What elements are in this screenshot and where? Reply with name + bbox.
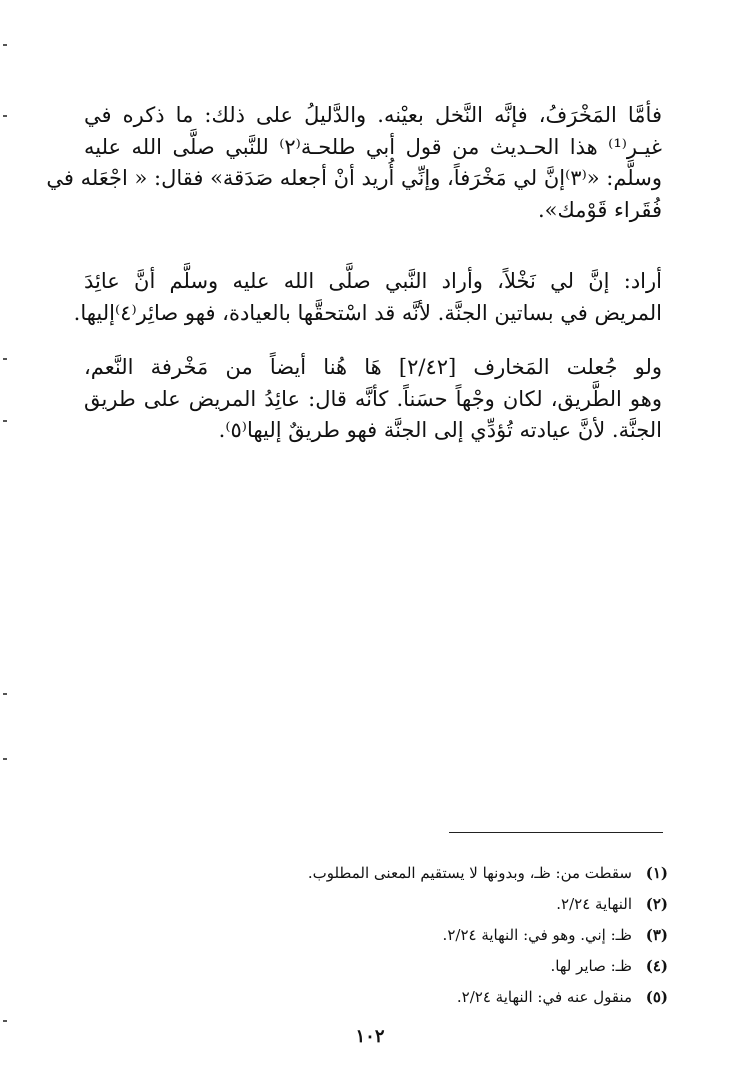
footnote-number: (٥): [645, 988, 668, 1006]
scan-mark: [3, 420, 7, 422]
paragraph-2: [73, 266, 662, 329]
scan-mark: [3, 693, 7, 695]
text-line: غيـر⁽¹⁾ هذا الحـديث من قول أبي طلحـة⁽٢⁾ للنَّبي صلَّى الله عليه: [84, 134, 662, 159]
text-line: وسلَّم: «⁽٣⁾إنَّ لي مَخْرَفاً، وإنِّي أُريد أنْ أجعله صَدَقة» فقال: « اجْعَله في: [46, 166, 662, 190]
text-line: الجنَّة. لأنَّ عيادته تُؤدِّي إلى الجنَّة فهو طريقٌ إليها⁽٥⁾.: [218, 418, 662, 442]
footnote-separator: [449, 832, 663, 833]
footnote-number: (١): [645, 864, 668, 882]
text-line: ولو جُعلت المَخارف [٢/٤٢] هَا هُنا أيضاً من مَخْرفة النَّعم،: [84, 355, 662, 379]
text-line: وهو الطَّريق، لكان وجْهاً حسَناً. كأنَّه قال: عائِدُ المريض على طريق: [84, 386, 662, 411]
scan-mark: [3, 115, 7, 117]
footnote-number: (٤): [645, 957, 668, 975]
text-line: فُقَراء قَوْمك».: [538, 197, 662, 222]
footnote-number: (٢): [645, 895, 668, 913]
paragraph-3: [84, 352, 662, 447]
scan-mark: [3, 1020, 7, 1022]
footnote: [108, 951, 668, 982]
text-line: فأمَّا المَخْرَفُ، فإنَّه النَّخل بعيْنه. والدَّليلُ على ذلك: ما ذكره في: [84, 103, 662, 127]
footnote: [108, 982, 668, 1013]
text-line: المريض في بساتين الجنَّة. لأنَّه قد اسْتحقَّها بالعيادة، فهو صائِر⁽٤⁾إليها.: [73, 300, 662, 325]
page-number: ١٠٢: [355, 1026, 385, 1047]
footnote-text: ظـ: صاير لها.: [550, 957, 632, 975]
paragraph-1: [46, 100, 662, 226]
scan-mark: [3, 758, 7, 760]
footnote-text: النهاية ٢/٢٤.: [556, 895, 632, 913]
text-line: أراد: إنَّ لي نَخْلاً، وأراد النَّبي صلَّى الله عليه وسلَّم أنَّ عائِدَ: [84, 269, 662, 293]
footnote-text: ظـ: إني. وهو في: النهاية ٢/٢٤.: [442, 926, 632, 944]
footnotes: [108, 858, 668, 1013]
scan-mark: [3, 358, 7, 360]
footnote-text: منقول عنه في: النهاية ٢/٢٤.: [456, 988, 632, 1006]
footnote: [108, 920, 668, 951]
scan-mark: [3, 44, 7, 46]
footnote-text: سقطت من: ظـ، وبدونها لا يستقيم المعنى المطلوب.: [307, 864, 632, 882]
footnote-number: (٣): [645, 926, 668, 944]
footnote: [108, 889, 668, 920]
footnote: [108, 858, 668, 889]
